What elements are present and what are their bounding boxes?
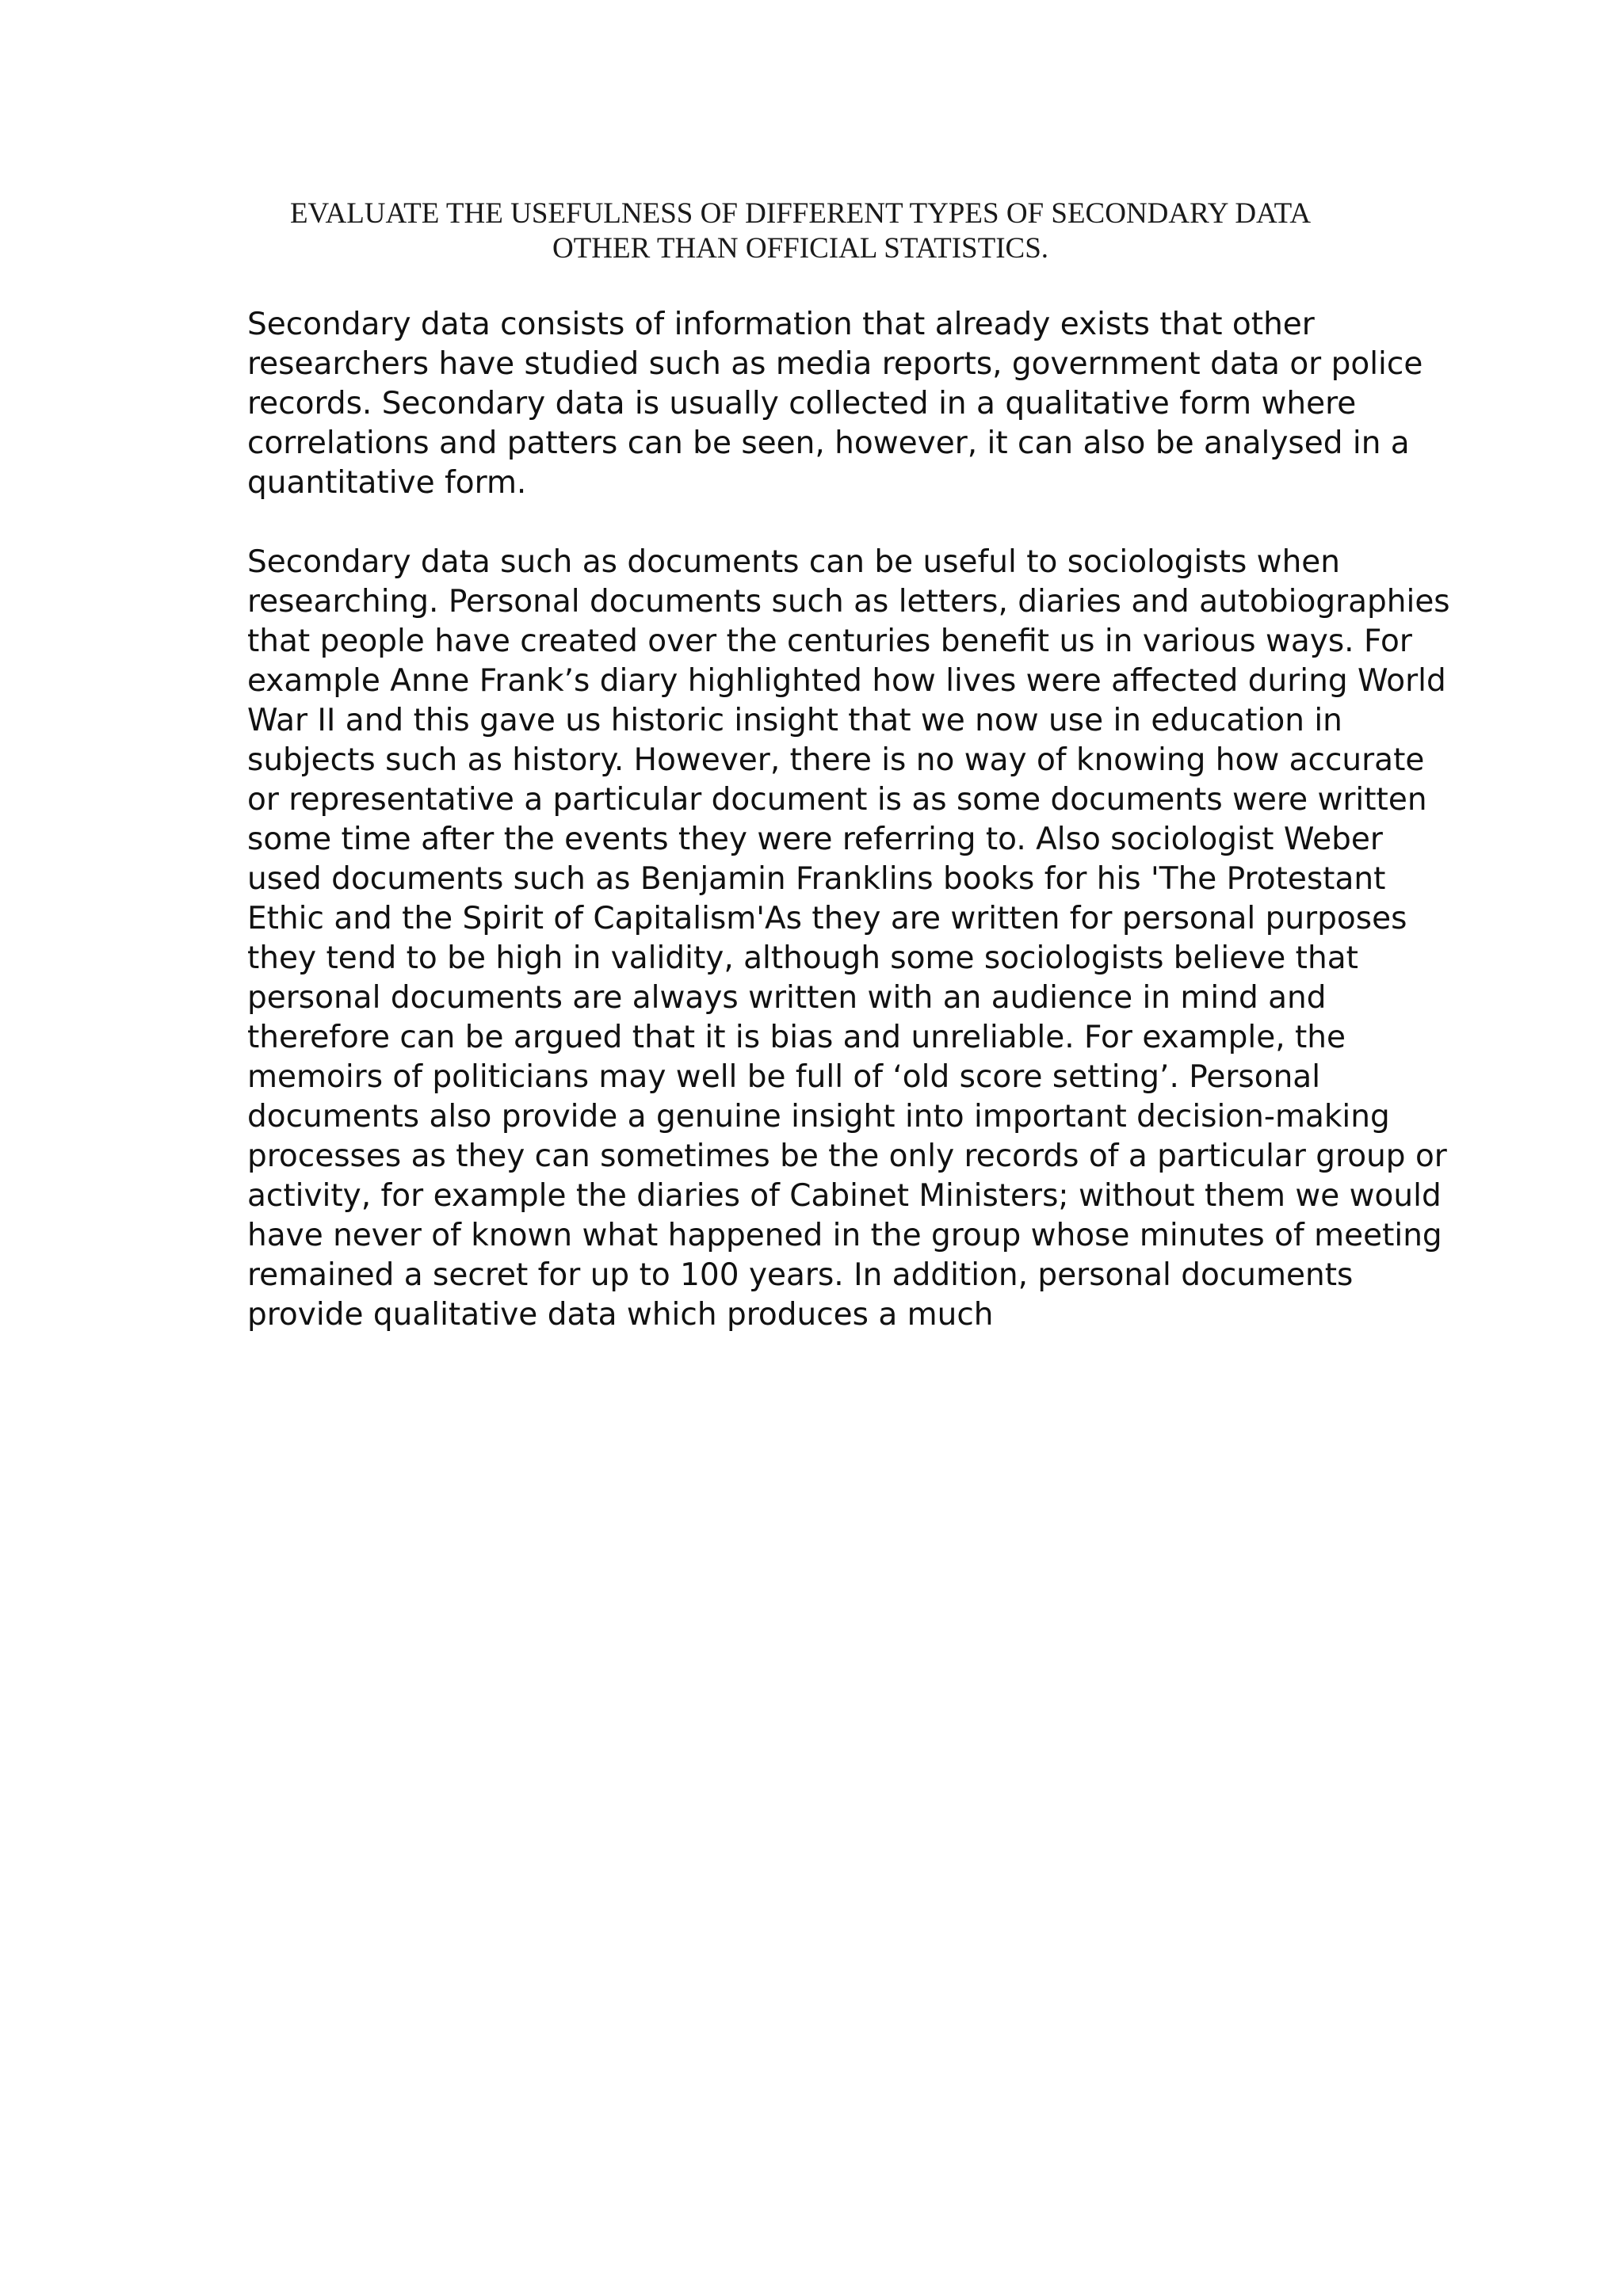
text-line: some time after the events they were referring to. Also sociologist Weber: [247, 822, 1383, 857]
text-line: Ethic and the Spirit of Capitalism'As they are written for personal purposes: [247, 901, 1407, 936]
text-line: correlations and patters can be seen, however, it can also be analysed in a: [247, 425, 1410, 461]
text-line: they tend to be high in validity, although some sociologists believe that: [247, 940, 1358, 976]
text-line: documents also provide a genuine insight into important decision-making: [247, 1099, 1390, 1135]
text-line: that people have created over the centuries benefit us in various ways. For: [247, 624, 1412, 659]
essay-body: [247, 305, 1450, 1335]
text-line: processes as they can sometimes be the only records of a particular group or: [247, 1138, 1447, 1174]
text-line: memoirs of politicians may well be full of ‘old score setting’. Personal: [247, 1059, 1321, 1095]
title-line: OTHER THAN OFFICIAL STATISTICS.: [552, 232, 1049, 265]
text-line: therefore can be argued that it is bias and unreliable. For example, the: [247, 1020, 1346, 1055]
text-line: quantitative form.: [247, 465, 527, 501]
text-line: personal documents are always written with an audience in mind and: [247, 980, 1327, 1016]
text-line: activity, for example the diaries of Cabinet Ministers; without them we would: [247, 1178, 1442, 1214]
text-line: Secondary data such as documents can be useful to sociologists when: [247, 544, 1340, 580]
title-line: EVALUATE THE USEFULNESS OF DIFFERENT TYPES OF SECONDARY DATA: [289, 197, 1312, 230]
text-line: researching. Personal documents such as letters, diaries and autobiographies: [247, 584, 1450, 620]
text-line: War II and this gave us historic insight that we now use in education in: [247, 703, 1342, 738]
text-line: Secondary data consists of information that already exists that other: [247, 307, 1315, 342]
essay-title: [238, 196, 1363, 266]
text-line: provide qualitative data which produces a much: [247, 1297, 994, 1333]
text-line: records. Secondary data is usually collected in a qualitative form where: [247, 386, 1357, 421]
text-line: remained a secret for up to 100 years. In addition, personal documents: [247, 1257, 1354, 1293]
text-line: or representative a particular document is as some documents were written: [247, 782, 1427, 818]
text-line: have never of known what happened in the group whose minutes of meeting: [247, 1218, 1442, 1253]
paragraph-intro: [247, 305, 1423, 503]
paragraph-personal-documents: [247, 543, 1450, 1335]
text-line: example Anne Frank’s diary highlighted how lives were affected during World: [247, 663, 1446, 699]
text-line: used documents such as Benjamin Franklins books for his 'The Protestant: [247, 861, 1386, 897]
text-line: researchers have studied such as media reports, government data or police: [247, 346, 1423, 382]
text-line: subjects such as history. However, there is no way of knowing how accurate: [247, 742, 1425, 778]
